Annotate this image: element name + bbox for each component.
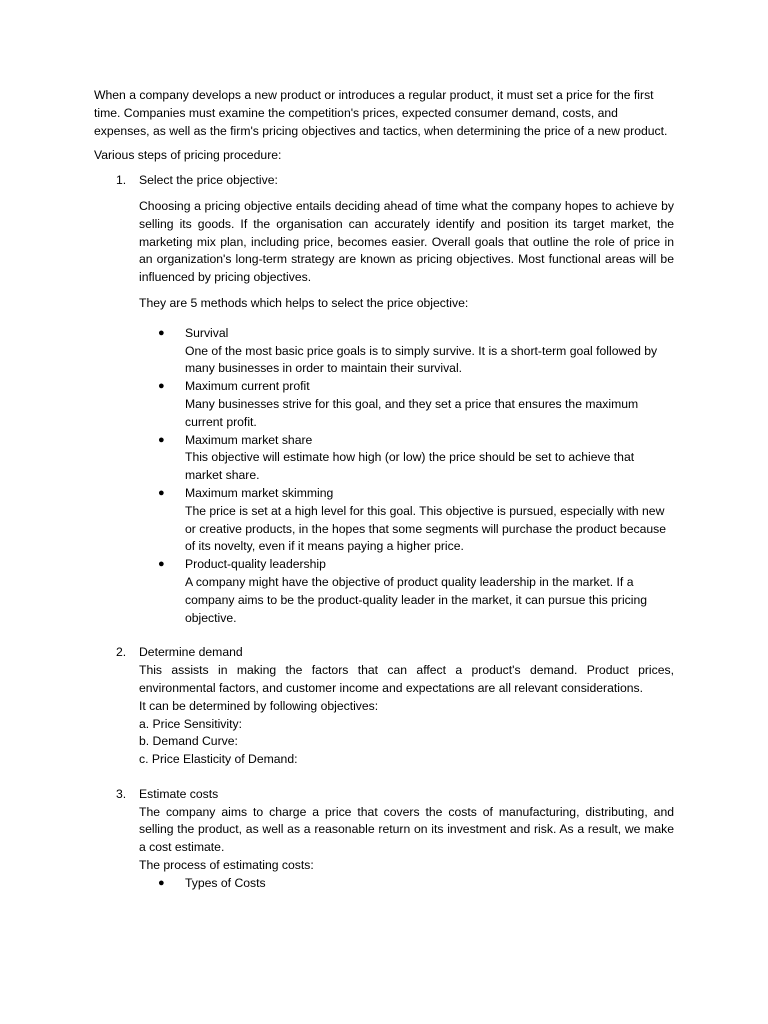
bullet-text: A company might have the objective of product quality leadership in the market. If a company aims to be the product-quality leader in the market, it can pursue this pricing objective. [185,574,648,625]
step-number: 3. [116,786,127,801]
demand-item: b. Demand Curve: [139,734,238,749]
demand-item: a. Price Sensitivity: [139,716,242,731]
step-3 [94,786,674,875]
list-item [158,485,674,556]
process-intro: The process of estimating costs: [139,858,314,873]
document-page [94,87,674,893]
step-body: Choosing a pricing objective entails deciding ahead of time what the company hopes to achieve by selling its goods. If the organisation can accurately identify and position its target market, the marketing mix plan, including price, becomes easier. Overall goals that outline the role of price in an organization's long-term strategy are known as pricing objectives. Most functional areas will be influenced by pricing objectives. [139,198,674,285]
step-2 [94,644,674,769]
list-item [158,556,674,627]
bullet-icon: ● [158,326,165,339]
step-title: Estimate costs [139,786,219,801]
list-item [158,325,674,378]
step-number: 2. [116,645,127,660]
step-body: This assists in making the factors that can affect a product's demand. Product prices, environmental factors, and customer income and expectations are all relevant considerations. [139,663,674,695]
bullet-icon: ● [158,558,165,571]
bullet-icon: ● [158,380,165,393]
bullet-text: Many businesses strive for this goal, and they set a price that ensures the maximum current profit. [185,396,639,429]
bullet-icon: ● [158,486,165,499]
demand-item: c. Price Elasticity of Demand: [139,752,298,767]
list-item [158,432,674,485]
intro-paragraph: When a company develops a new product or introduces a regular product, it must set a price for the first time. Companies must examine the competition's prices, expected consumer demand, costs, and expenses, as well as the firm's pricing objectives and tactics, when determining the price of a new product. [94,88,668,138]
bullet-title: Maximum market share [185,432,313,447]
step-title: Select the price objective: [139,173,278,188]
objectives-intro: It can be determined by following objectives: [139,698,379,713]
step-title: Determine demand [139,645,243,660]
bullet-title: Maximum current profit [185,379,310,394]
step-number: 1. [116,173,127,188]
step-1 [94,172,674,313]
bullet-title: Types of Costs [185,875,266,890]
bullet-icon: ● [158,876,165,889]
cost-list [94,875,674,893]
bullet-title: Product-quality leadership [185,557,326,572]
objective-list [94,325,674,628]
bullet-text: One of the most basic price goals is to simply survive. It is a short-term goal followed by many businesses in order to maintain their survival. [185,343,658,376]
methods-intro: They are 5 methods which helps to select the price objective: [139,295,469,310]
bullet-text: The price is set at a high level for this goal. This objective is pursued, especially with new or creative products, in the hopes that some segments will purchase the product because of its novelty, even if it means paying a higher price. [185,503,666,554]
bullet-text: This objective will estimate how high (or low) the price should be set to achieve that market share. [185,450,635,483]
bullet-icon: ● [158,433,165,446]
list-item [158,875,674,893]
bullet-title: Survival [185,325,229,340]
list-item [158,378,674,431]
step-body: The company aims to charge a price that covers the costs of manufacturing, distributing, and selling the product, as well as a reasonable return on its investment and risk. As a result, we make a cost estimate. [139,804,674,855]
bullet-title: Maximum market skimming [185,485,334,500]
steps-heading: Various steps of pricing procedure: [94,148,282,163]
